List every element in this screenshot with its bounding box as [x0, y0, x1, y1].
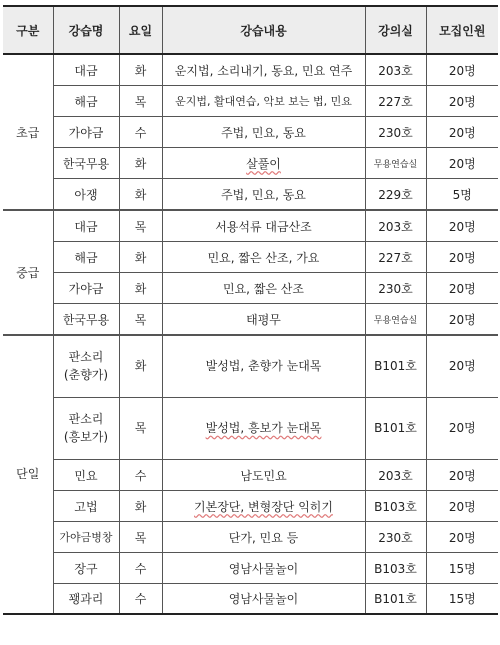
course-name: 가야금: [53, 273, 119, 304]
course-room: 230호: [365, 273, 426, 304]
group-label: 단일: [3, 335, 53, 614]
course-name: 아쟁: [53, 179, 119, 211]
course-name: 대금: [53, 210, 119, 242]
table-row: [3, 86, 498, 117]
course-name: 한국무용: [53, 304, 119, 336]
course-capacity: 20명: [426, 273, 498, 304]
course-room: 203호: [365, 210, 426, 242]
course-day: 수: [119, 584, 162, 615]
course-day: 목: [119, 304, 162, 336]
course-name: 민요: [53, 460, 119, 491]
course-capacity: 20명: [426, 210, 498, 242]
course-capacity: 20명: [426, 522, 498, 553]
course-day: 화: [119, 179, 162, 211]
course-content: 주법, 민요, 동요: [162, 117, 365, 148]
header-day: 요일: [119, 6, 162, 54]
table-row: [3, 335, 498, 398]
course-content: [162, 398, 365, 460]
course-content-text: 발성법, 흥보가 눈대목: [205, 420, 322, 435]
course-room: 230호: [365, 117, 426, 148]
course-day: 화: [119, 335, 162, 398]
header-content: 강습내용: [162, 6, 365, 54]
course-content: 영남사물놀이: [162, 553, 365, 584]
course-name: 해금: [53, 86, 119, 117]
table-row: [3, 491, 498, 522]
header-room: 강의실: [365, 6, 426, 54]
table-row: [3, 179, 498, 211]
course-content: 주법, 민요, 동요: [162, 179, 365, 211]
course-name: 가야금: [53, 117, 119, 148]
course-content: 운지법, 소리내기, 동요, 민요 연주: [162, 54, 365, 86]
course-content: [162, 148, 365, 179]
course-capacity: 20명: [426, 491, 498, 522]
course-capacity: 20명: [426, 398, 498, 460]
course-content: 태평무: [162, 304, 365, 336]
course-capacity: 20명: [426, 148, 498, 179]
course-day: 목: [119, 398, 162, 460]
course-room: 227호: [365, 86, 426, 117]
table-row: [3, 54, 498, 86]
course-room: 227호: [365, 242, 426, 273]
course-name: 꽹과리: [53, 584, 119, 615]
course-day: 수: [119, 553, 162, 584]
course-day: 화: [119, 273, 162, 304]
group-beginner: [3, 54, 498, 210]
header-course: 강습명: [53, 6, 119, 54]
course-capacity: 20명: [426, 242, 498, 273]
course-content: 단가, 민요 등: [162, 522, 365, 553]
course-room: B101호: [365, 398, 426, 460]
group-label: 중급: [3, 210, 53, 335]
course-room: B101호: [365, 584, 426, 615]
table-row: [3, 398, 498, 460]
course-capacity: 20명: [426, 304, 498, 336]
course-capacity: 20명: [426, 335, 498, 398]
course-room: B103호: [365, 491, 426, 522]
course-capacity: 15명: [426, 553, 498, 584]
course-capacity: 20명: [426, 460, 498, 491]
course-day: 화: [119, 491, 162, 522]
header-capacity: 모집인원: [426, 6, 498, 54]
course-day: 목: [119, 210, 162, 242]
table-row: [3, 273, 498, 304]
course-content: 운지법, 활대연습, 악보 보는 법, 민요: [162, 86, 365, 117]
course-capacity: 20명: [426, 117, 498, 148]
course-name: 대금: [53, 54, 119, 86]
course-name: 판소리 (춘향가): [53, 335, 119, 398]
course-day: 목: [119, 86, 162, 117]
course-room: B103호: [365, 553, 426, 584]
table-header: [3, 6, 498, 54]
course-name: 해금: [53, 242, 119, 273]
table-row: [3, 460, 498, 491]
course-content: 발성법, 춘향가 눈대목: [162, 335, 365, 398]
course-day: 화: [119, 54, 162, 86]
table-row: [3, 148, 498, 179]
course-day: 수: [119, 460, 162, 491]
course-capacity: 20명: [426, 54, 498, 86]
course-room: 229호: [365, 179, 426, 211]
course-day: 화: [119, 242, 162, 273]
course-room: 무용연습실: [365, 148, 426, 179]
course-name: 한국무용: [53, 148, 119, 179]
course-room: 203호: [365, 54, 426, 86]
course-capacity: 20명: [426, 86, 498, 117]
course-content: 민요, 짧은 산조: [162, 273, 365, 304]
group-intermediate: [3, 210, 498, 335]
course-day: 목: [119, 522, 162, 553]
course-schedule: [3, 5, 498, 615]
table-row: [3, 117, 498, 148]
course-table: [3, 5, 498, 615]
table-row: [3, 584, 498, 615]
course-room: B101호: [365, 335, 426, 398]
course-name: 가야금병창: [53, 522, 119, 553]
course-room: 무용연습실: [365, 304, 426, 336]
course-name: 판소리 (흥보가): [53, 398, 119, 460]
course-room: 230호: [365, 522, 426, 553]
course-day: 수: [119, 117, 162, 148]
table-row: [3, 522, 498, 553]
header-row: [3, 6, 498, 54]
course-content: 민요, 짧은 산조, 가요: [162, 242, 365, 273]
course-room: 203호: [365, 460, 426, 491]
course-content-text: 살풀이: [246, 156, 281, 171]
course-name: 장구: [53, 553, 119, 584]
course-content: [162, 491, 365, 522]
table-row: [3, 210, 498, 242]
group-single: [3, 335, 498, 614]
course-capacity: 5명: [426, 179, 498, 211]
course-day: 화: [119, 148, 162, 179]
table-row: [3, 304, 498, 336]
course-name: 고법: [53, 491, 119, 522]
course-content-text: 기본장단, 변형장단 익히기: [194, 499, 333, 514]
course-capacity: 15명: [426, 584, 498, 615]
header-category: 구분: [3, 6, 53, 54]
course-content: 영남사물놀이: [162, 584, 365, 615]
course-content: 서용석류 대금산조: [162, 210, 365, 242]
group-label: 초급: [3, 54, 53, 210]
table-row: [3, 553, 498, 584]
table-row: [3, 242, 498, 273]
course-content: 남도민요: [162, 460, 365, 491]
